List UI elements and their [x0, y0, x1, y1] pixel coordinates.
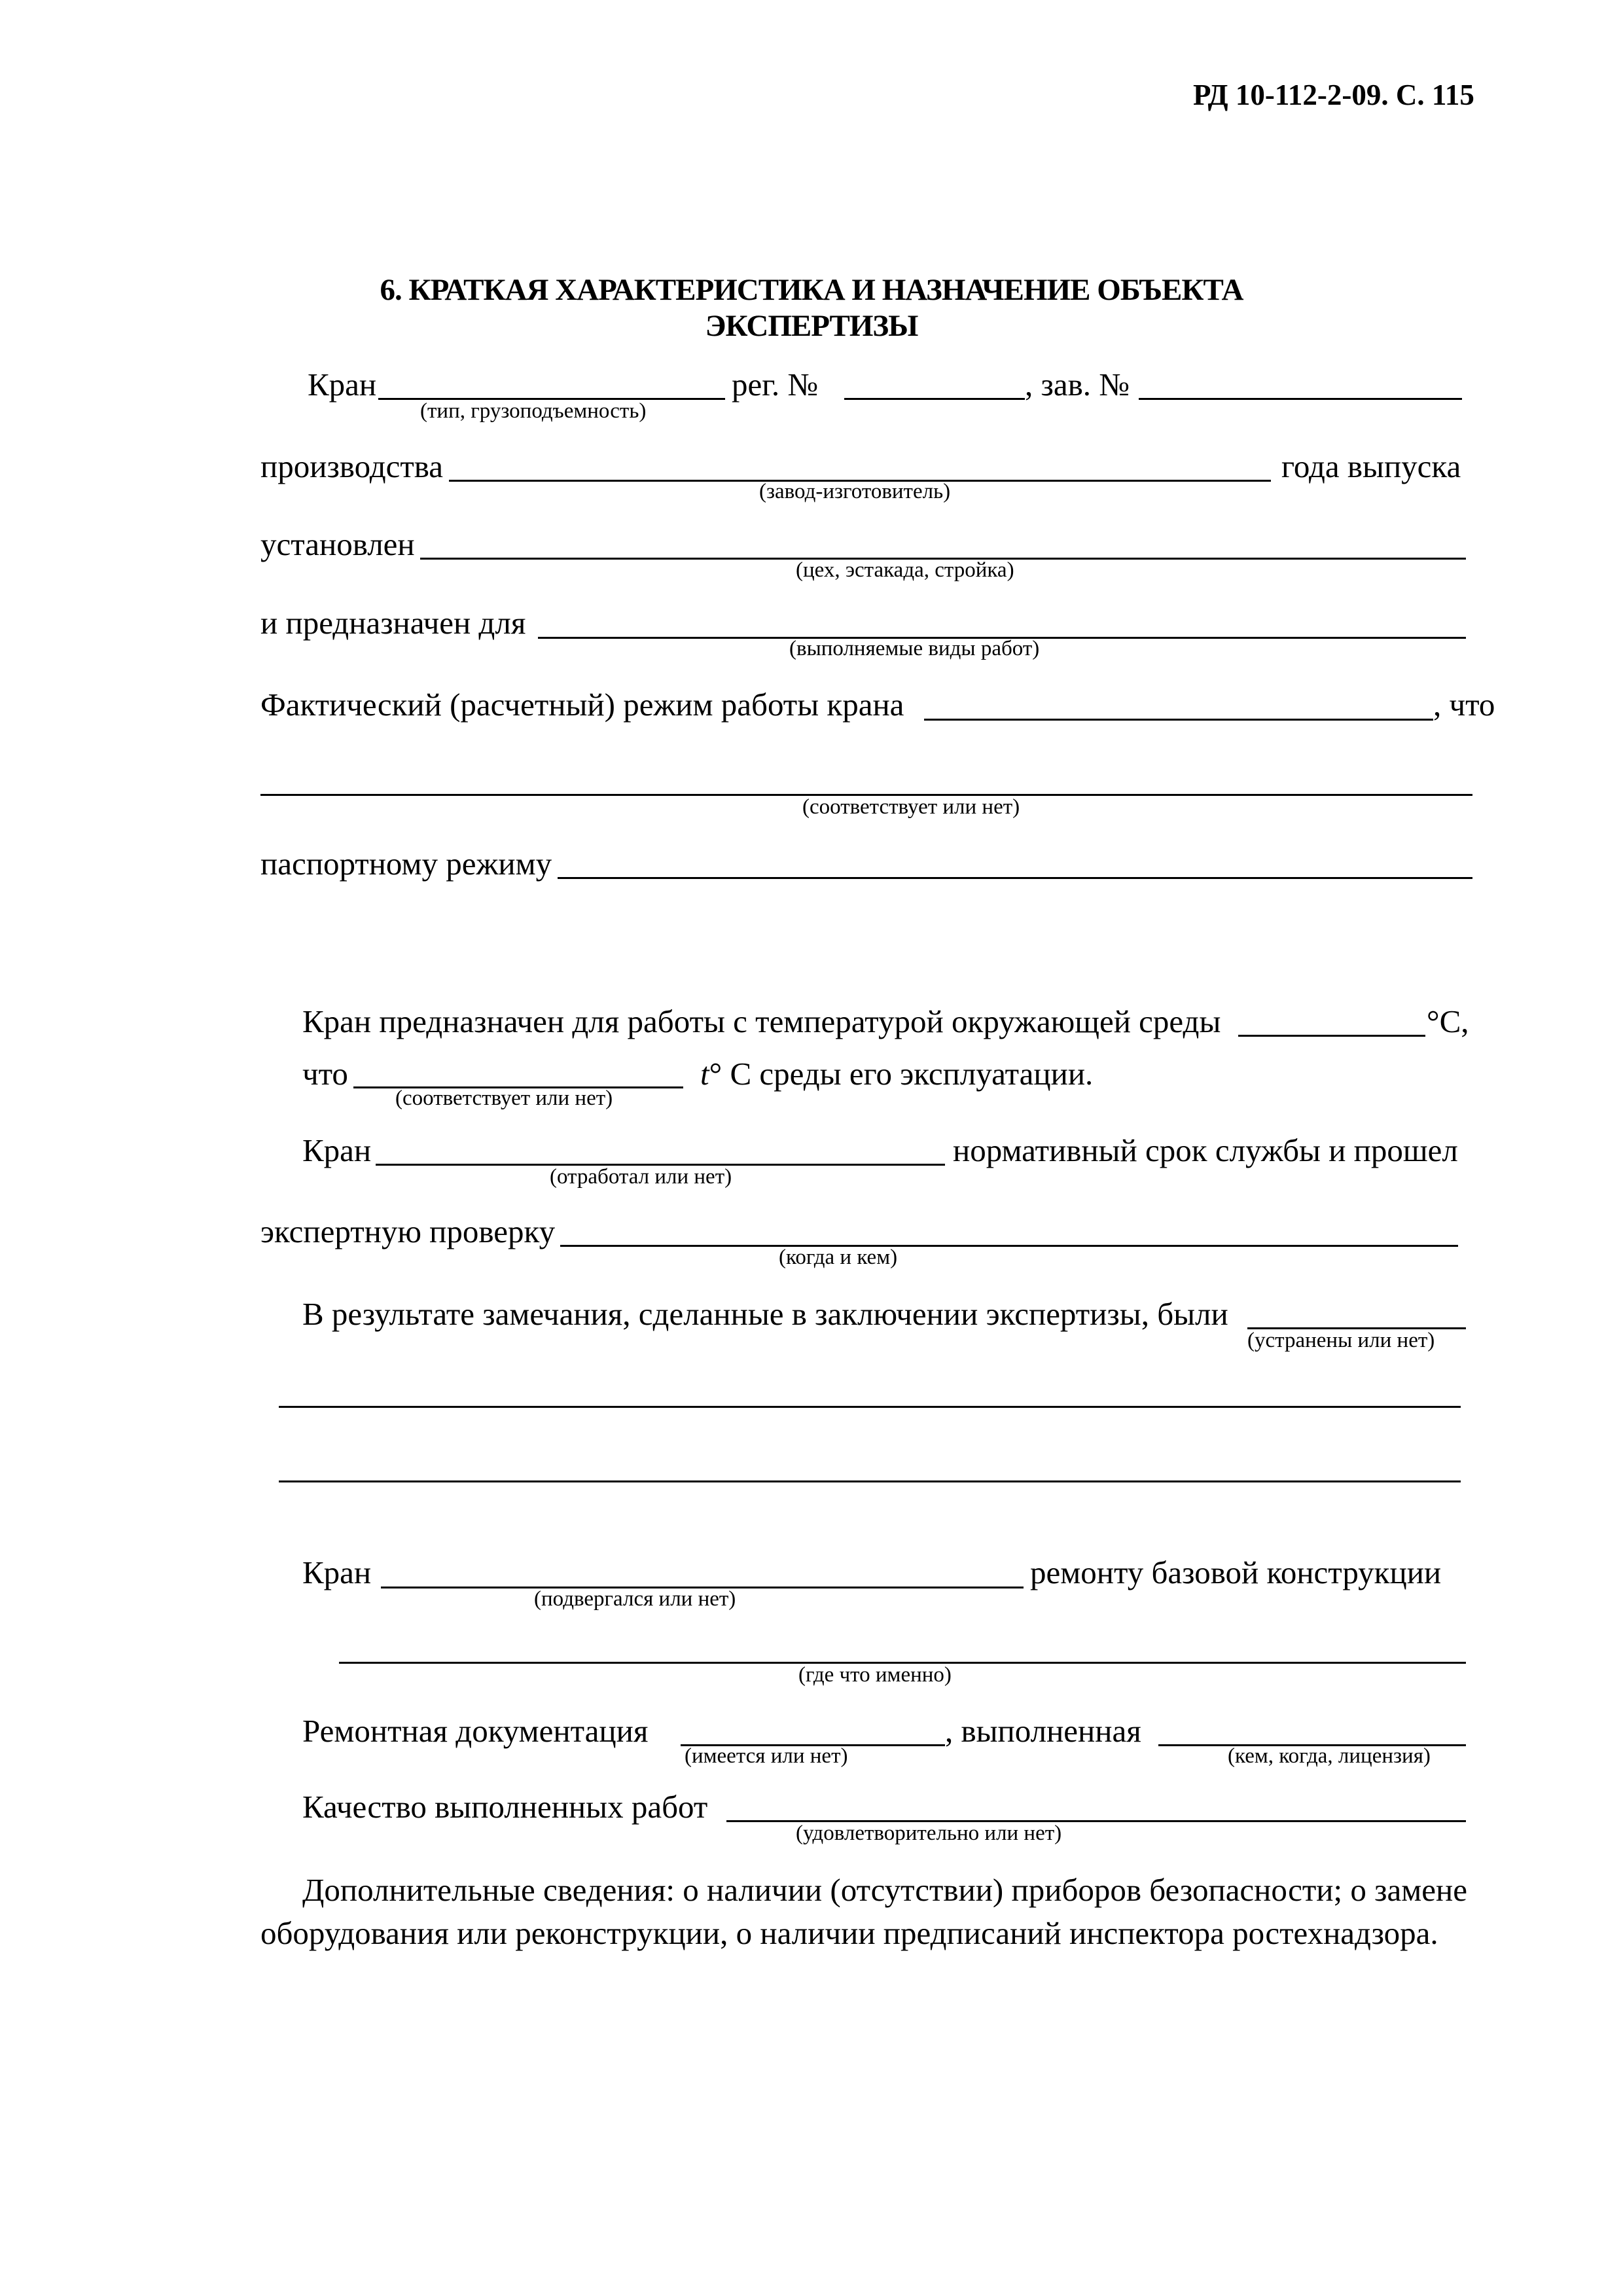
- service-tail: нормативный срок службы и прошел: [953, 1132, 1458, 1168]
- repair-crane-label: Кран: [302, 1554, 372, 1590]
- expert-check-field[interactable]: [560, 1245, 1458, 1247]
- service-crane-label: Кран: [302, 1132, 372, 1168]
- year-label: года выпуска: [1281, 448, 1461, 484]
- additional-info-line2: оборудования или реконструкции, о наличии предписаний инспектора ростехнадзора.: [260, 1915, 1438, 1951]
- mode-label: Фактический (расчетный) режим работы крана: [260, 687, 904, 723]
- expert-check-hint: (когда и кем): [779, 1246, 898, 1269]
- remarks-extra-line-2[interactable]: [279, 1480, 1461, 1482]
- temperature-tail: [700, 1058, 1093, 1090]
- temperature-compliance-hint: (соответствует или нет): [395, 1086, 613, 1110]
- repair-docs-label: Ремонтная документация: [302, 1713, 649, 1749]
- mode-tail: , что: [1433, 687, 1495, 723]
- crane-label: Кран: [308, 367, 377, 403]
- serial-number-label: , зав. №: [1025, 367, 1130, 403]
- remarks-label: В результате замечания, сделанные в заключении экспертизы, были: [302, 1296, 1228, 1332]
- passport-mode-label: паспортному режиму: [260, 846, 552, 882]
- installed-label: установлен: [260, 526, 415, 562]
- purpose-hint: (выполняемые виды работ): [789, 637, 1040, 660]
- production-label: производства: [260, 448, 444, 484]
- section-title-line1: 6. КРАТКАЯ ХАРАКТЕРИСТИКА И НАЗНАЧЕНИЕ ОБЪЕКТА: [380, 273, 1243, 307]
- service-life-hint: (отработал или нет): [550, 1165, 732, 1189]
- crane-type-hint: (тип, грузоподъемность): [420, 399, 647, 423]
- mode-field[interactable]: [924, 719, 1433, 721]
- temperature-t-symbol: t: [700, 1056, 709, 1092]
- repair-hint: (подвергался или нет): [534, 1587, 736, 1611]
- manufacturer-hint: (завод-изготовитель): [759, 480, 951, 503]
- remarks-hint: (устранены или нет): [1247, 1329, 1435, 1352]
- mode-compliance-hint: (соответствует или нет): [802, 795, 1020, 819]
- expert-check-label: экспертную проверку: [260, 1213, 556, 1249]
- repair-performed-hint: (кем, когда, лицензия): [1228, 1744, 1431, 1768]
- serial-number-field[interactable]: [1139, 398, 1462, 400]
- page-reference: РД 10-112-2-09. С. 115: [1193, 79, 1474, 111]
- additional-info-line1: Дополнительные сведения: о наличии (отсутствии) приборов безопасности; о замене: [302, 1872, 1467, 1908]
- temperature-field[interactable]: [1238, 1035, 1425, 1037]
- repair-docs-hint: (имеется или нет): [685, 1744, 848, 1768]
- remarks-extra-line-1[interactable]: [279, 1406, 1461, 1408]
- repair-performed-label: , выполненная: [945, 1713, 1141, 1749]
- temperature-what-label: что: [302, 1056, 348, 1092]
- temperature-unit: °С,: [1427, 1003, 1469, 1039]
- quality-hint: (удовлетворительно или нет): [796, 1821, 1062, 1845]
- section-title-line2: ЭКСПЕРТИЗЫ: [705, 309, 918, 343]
- purpose-label: и предназначен для: [260, 605, 526, 641]
- quality-label: Качество выполненных работ: [302, 1789, 708, 1825]
- repair-tail: ремонту базовой конструкции: [1030, 1554, 1442, 1590]
- reg-number-field[interactable]: [844, 398, 1025, 400]
- reg-number-label: рег. №: [732, 367, 819, 403]
- temperature-label: Кран предназначен для работы с температурой окружающей среды: [302, 1003, 1221, 1039]
- repair-details-hint: (где что именно): [798, 1663, 952, 1687]
- temperature-tail-text: ° С среды его эксплуатации.: [709, 1056, 1094, 1092]
- passport-mode-field[interactable]: [558, 877, 1472, 879]
- installed-location-hint: (цех, эстакада, стройка): [796, 558, 1014, 582]
